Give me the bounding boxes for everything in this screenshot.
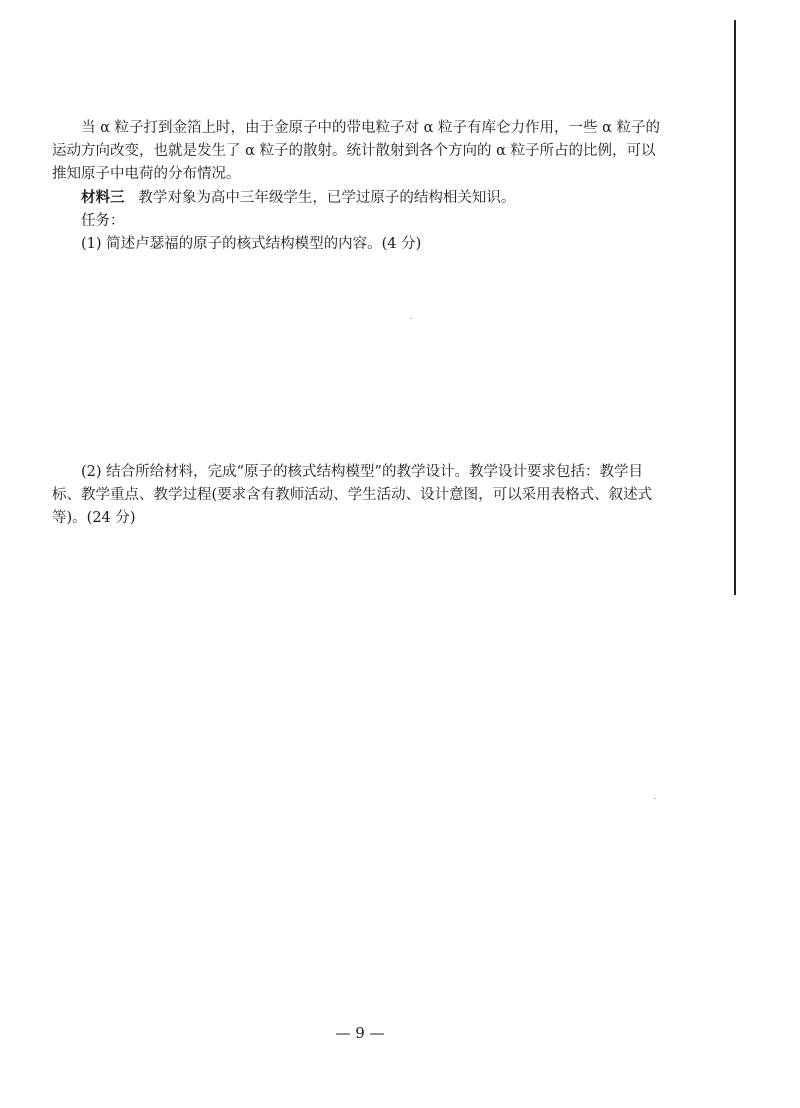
question-2-line-2: 标、教学重点、教学过程(要求含有教师活动、学生活动、设计意图，可以采用表格式、叙述式 <box>52 487 653 503</box>
material3-text: 教学对象为高中三年级学生，已学过原子的结构相关知识。 <box>138 190 516 206</box>
material2-line-1: 当 α 粒子打到金箔上时，由于金原子中的带电粒子对 α 粒子有库仑力作用，一些 α 粒子的 <box>81 120 661 136</box>
question-2-line-1: (2) 结合所给材料，完成“原子的核式结构模型”的教学设计。教学设计要求包括：教学目 <box>81 464 643 480</box>
page-number: — 9 — <box>335 1024 385 1042</box>
material2-line-2: 运动方向改变，也就是发生了 α 粒子的散射。统计散射到各个方向的 α 粒子所占的比例，可以 <box>52 143 656 159</box>
main-text <box>52 117 677 256</box>
scan-speck <box>654 798 656 799</box>
material3-paragraph <box>52 186 677 210</box>
question-2-line-3: 等)。(24 分) <box>52 510 136 526</box>
question-2 <box>52 461 677 530</box>
question-1: (1) 简述卢瑟福的原子的核式结构模型的内容。(4 分) <box>81 236 422 252</box>
task-label: 任务： <box>81 213 125 229</box>
material2-line-3: 推知原子中电荷的分布情况。 <box>52 166 241 182</box>
material3-label: 材料三 <box>81 189 125 206</box>
scan-speck <box>410 318 412 319</box>
binding-margin-line <box>734 20 736 595</box>
